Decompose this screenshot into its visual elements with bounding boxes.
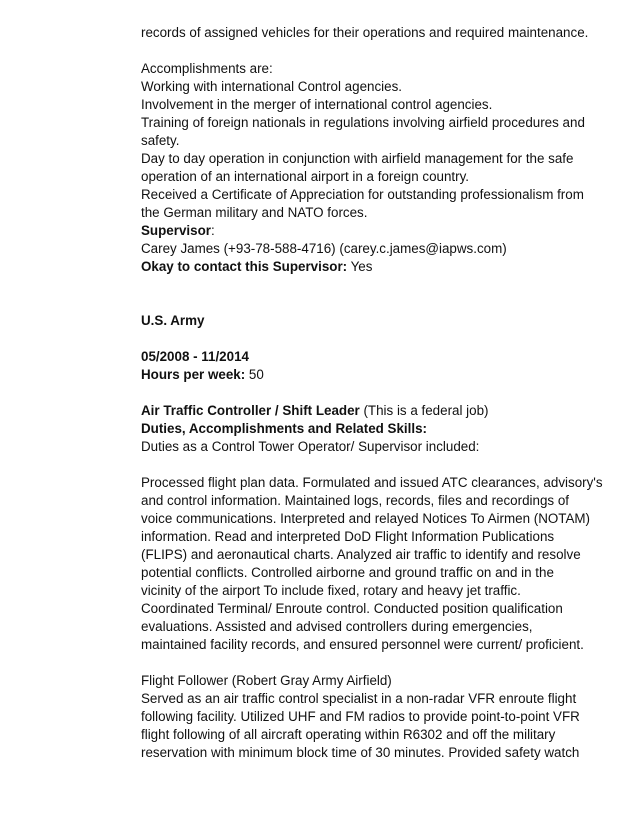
position-note: (This is a federal job) (359, 403, 489, 418)
flight-follower-heading: Flight Follower (Robert Gray Army Airfield) (141, 673, 392, 688)
duties-paragraph (141, 474, 611, 654)
flight-follower-line: following facility. Utilized UHF and FM radios to provide point-to-point VFR (141, 709, 580, 724)
duties-line: and control information. Maintained logs, records, files and recordings of (141, 493, 569, 508)
flight-follower-line: reservation with minimum block time of 30 minutes. Provided safety watch (141, 745, 580, 760)
duties-line: voice communications. Interpreted and relayed Notices To Airmen (NOTAM) (141, 511, 591, 526)
duties-line: Coordinated Terminal/ Enroute control. Conducted position qualification (141, 601, 563, 616)
accomplishment-line: the German military and NATO forces. (141, 205, 368, 220)
okay-to-contact-value: Yes (347, 259, 373, 274)
duties-line: evaluations. Assisted and advised controllers during emergencies, (141, 619, 533, 634)
position-title: Air Traffic Controller / Shift Leader (141, 403, 360, 418)
supervisor-contact: Carey James (+93-78-588-4716) (carey.c.james@iapws.com) (141, 241, 507, 256)
spacer (141, 654, 611, 672)
spacer (141, 276, 611, 312)
position-section (141, 402, 611, 456)
hours-value: 50 (245, 367, 264, 382)
spacer (141, 42, 611, 60)
supervisor-label-line (141, 222, 611, 240)
accomplishments-section (141, 60, 611, 222)
duties-line: (FLIPS) and aeronautical charts. Analyzed air traffic to identify and resolve (141, 547, 581, 562)
intro-line: records of assigned vehicles for their operations and required maintenance. (141, 25, 589, 40)
duties-heading: Duties, Accomplishments and Related Skills: (141, 421, 427, 436)
duties-line: information. Read and interpreted DoD Flight Information Publications (141, 529, 555, 544)
duties-intro: Duties as a Control Tower Operator/ Supervisor included: (141, 439, 480, 454)
supervisor-label: Supervisor (141, 223, 211, 238)
hours-label: Hours per week: (141, 367, 246, 382)
spacer (141, 456, 611, 474)
employment-dates: 05/2008 - 11/2014 (141, 349, 249, 364)
accomplishment-line: Working with international Control agencies. (141, 79, 403, 94)
accomplishment-line: Day to day operation in conjunction with airfield management for the safe (141, 151, 574, 166)
hours-line (141, 366, 611, 384)
duties-line: Processed flight plan data. Formulated and issued ATC clearances, advisory's (141, 475, 603, 490)
supervisor-label-suffix: : (210, 223, 215, 238)
duties-line: vicinity of the airport To include fixed, rotary and heavy jet traffic. (141, 583, 521, 598)
accomplishment-line: Training of foreign nationals in regulations involving airfield procedures and (141, 115, 585, 130)
duties-line: potential conflicts. Controlled airborne and ground traffic on and in the (141, 565, 554, 580)
flight-follower-line: Served as an air traffic control specialist in a non-radar VFR enroute flight (141, 691, 577, 706)
spacer (141, 384, 611, 402)
resume-page (141, 24, 611, 762)
flight-follower-line: flight following of all aircraft operating within R6302 and off the military (141, 727, 556, 742)
accomplishment-line: operation of an international airport in a foreign country. (141, 169, 470, 184)
accomplishment-line: Involvement in the merger of international control agencies. (141, 97, 493, 112)
position-title-line (141, 402, 611, 420)
supervisor-section (141, 222, 611, 276)
accomplishment-line: safety. (141, 133, 180, 148)
employer-name: U.S. Army (141, 313, 205, 328)
flight-follower-section (141, 672, 611, 762)
spacer (141, 330, 611, 348)
okay-to-contact-line (141, 258, 611, 276)
accomplishment-line: Received a Certificate of Appreciation for outstanding professionalism from (141, 187, 584, 202)
duties-line: maintained facility records, and ensured personnel were current/ proficient. (141, 637, 584, 652)
accomplishments-heading: Accomplishments are: (141, 61, 273, 76)
okay-to-contact-label: Okay to contact this Supervisor: (141, 259, 348, 274)
